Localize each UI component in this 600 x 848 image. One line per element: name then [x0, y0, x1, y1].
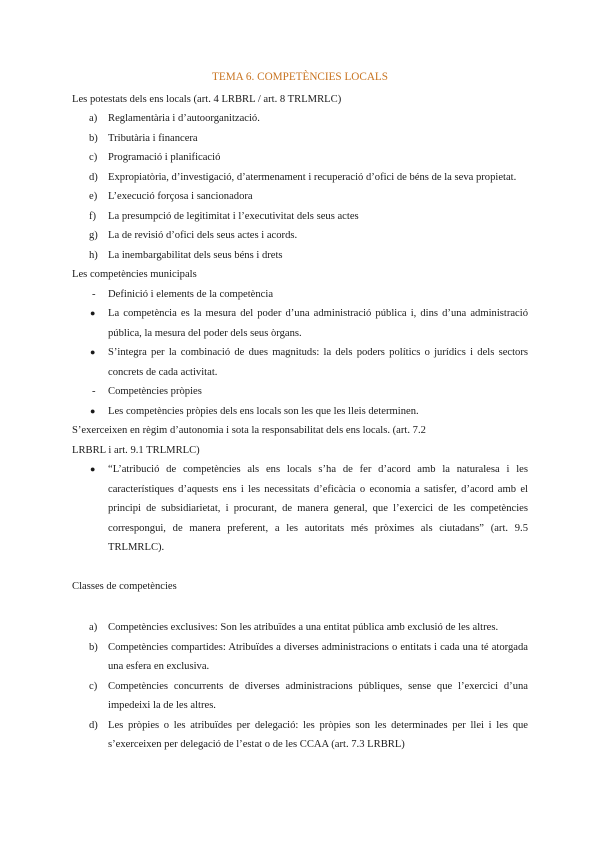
- spacer: [72, 558, 528, 577]
- list-item: d) Expropiatòria, d’investigació, d’atermenament i recuperació d’ofici de béns de la seva propietat.: [89, 171, 517, 183]
- spacer: [72, 596, 528, 618]
- list-item: c) Competències concurrents de diverses administracions públiques, sense que l’exercici d’una impedeixi la de les altres.: [89, 680, 528, 711]
- list-item: a) Competències exclusives: Son les atribuïdes a una entitat pública amb exclusió de les altres.: [89, 622, 499, 633]
- classes-list: [72, 618, 528, 755]
- list-item: a) Reglamentària i d’autoorganització.: [89, 113, 260, 124]
- list-item: b) Tributària i financera: [89, 132, 198, 144]
- intro-paragraph: Les potestats dels ens locals (art. 4 LRBRL / art. 8 TRLMRLC): [72, 93, 342, 105]
- list-item: ● “L’atribució de competències als ens locals s’ha de fer d’acord amb la naturalesa i les característiques d’aquests ens i les necessitats d’eficàcia o economia a satisfer, d’acord amb el principi de subsidiarietat, i procurant, de manera general, que l’exercici de les competències correspongui, de manera preferent, a les autoritats més pròximes als ciutadans” (art. 9.5 TRLMRLC).: [90, 464, 528, 553]
- list-item: e) L’execució forçosa i sancionadora: [89, 191, 253, 202]
- list-item: c) Programació i planificació: [89, 152, 221, 163]
- list-item: ● La competència es la mesura del poder d’una administració pública i, dins d’una administració pública, la mesura del poder dels seus òrgans.: [90, 308, 528, 339]
- municipals-heading: Les competències municipals: [72, 269, 197, 280]
- list-item: f) La presumpció de legitimitat i l’executivitat dels seus actes: [89, 210, 359, 222]
- autonomia-paragraph: S’exerceixen en règim d’autonomia i sota la responsabilitat dels ens locals. (art. 7.2: [72, 425, 426, 436]
- list-item: b) Competències compartides: Atribuïdes a diverses administracions o entitats i cada una té atorgada una esfera en exclusiva.: [89, 641, 528, 672]
- classes-heading: Classes de competències: [72, 580, 177, 592]
- list-item: ● Les competències pròpies dels ens locals son les que les lleis determinen.: [90, 405, 419, 417]
- list-item: ● S’integra per la combinació de dues magnituds: la dels poders polítics o jurídics i dels sectors concrets de cada activitat.: [90, 347, 528, 378]
- list-item: h) La inembargabilitat dels seus béns i drets: [89, 249, 283, 261]
- list-item: - Competències pròpies: [92, 386, 202, 397]
- document-page: [72, 68, 528, 755]
- list-item: g) La de revisió d’ofici dels seus actes i acords.: [89, 230, 298, 241]
- quote-list: [72, 460, 528, 558]
- list-item: d) Les pròpies o les atribuïdes per delegació: les pròpies son les determinades per llei i les que s’exerceixen per delegació de l’estat o de les CCAA (art. 7.3 LRBRL): [89, 719, 528, 750]
- list-item: - Definició i elements de la competència: [92, 288, 274, 300]
- page-title: TEMA 6. COMPETÈNCIES LOCALS: [212, 71, 388, 83]
- autonomia-paragraph-line2: LRBRL i art. 9.1 TRLMRLC): [72, 444, 200, 456]
- municipals-list: [72, 285, 528, 422]
- potestats-list: [72, 109, 528, 265]
